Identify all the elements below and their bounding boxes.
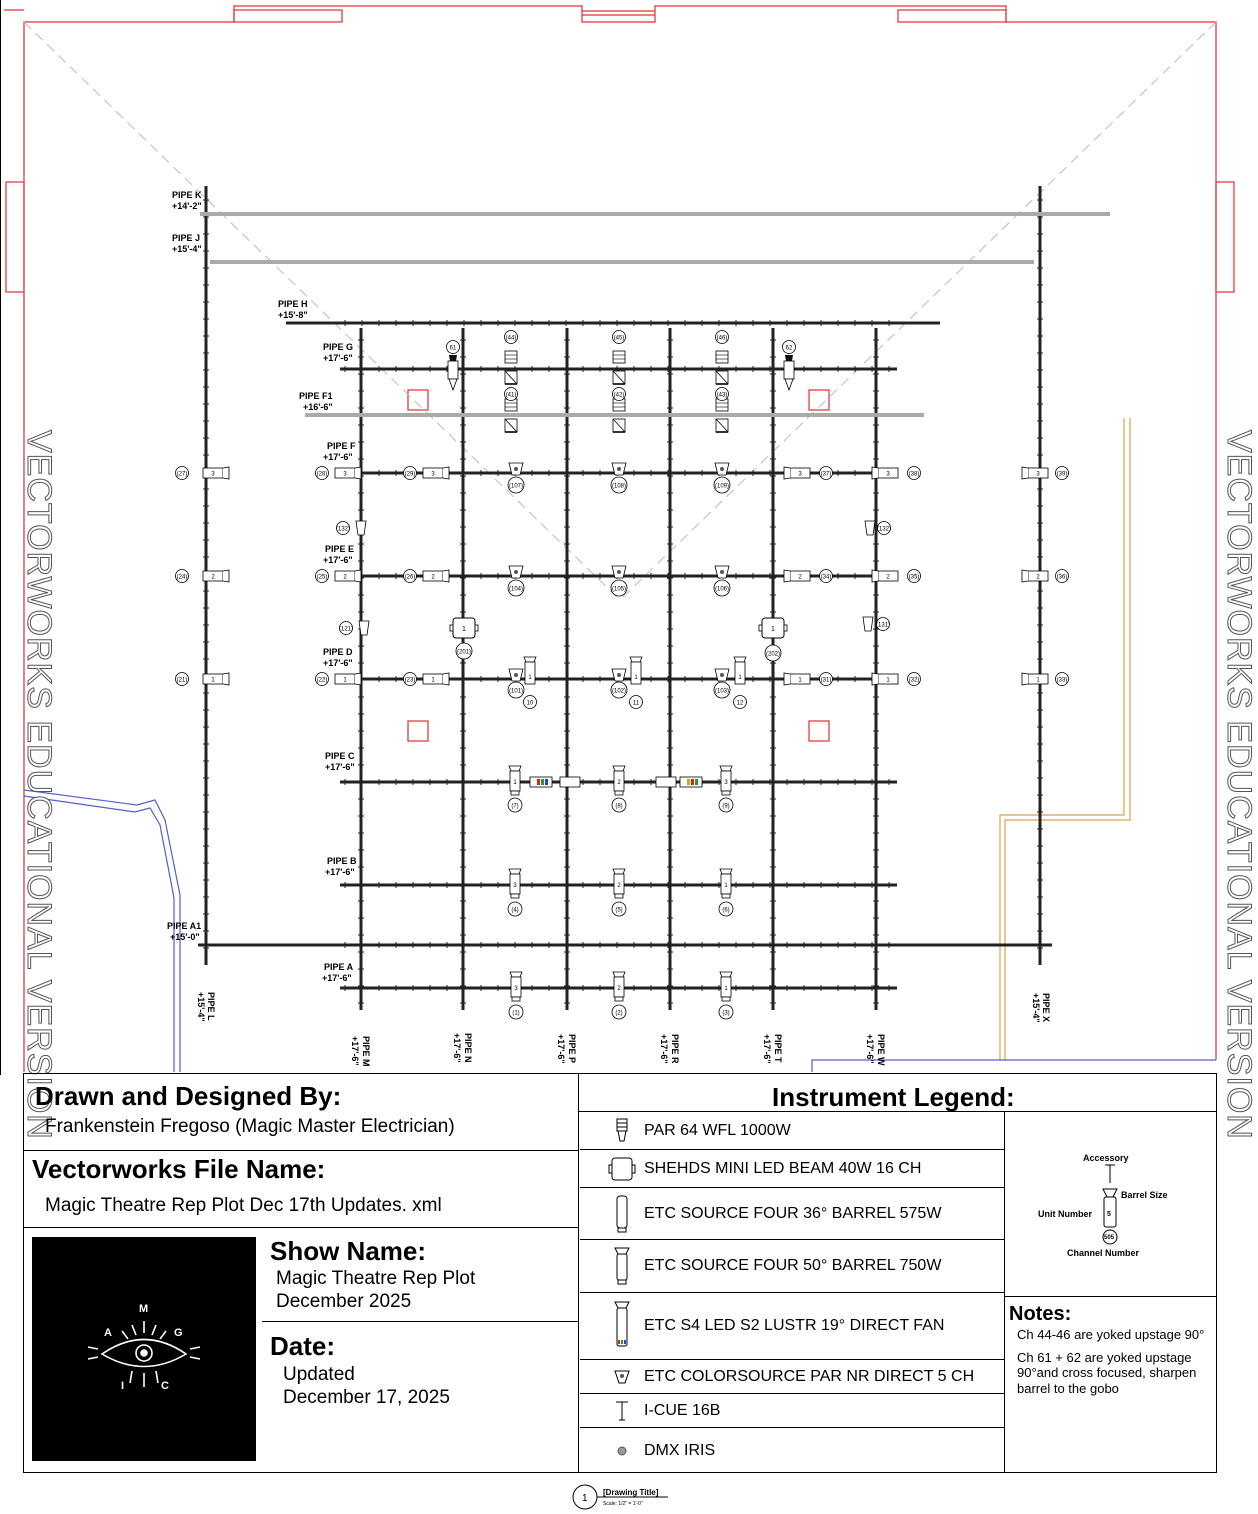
svg-text:3: 3 bbox=[1036, 471, 1040, 478]
pipe-trim-l: +15'-4" bbox=[196, 992, 206, 1022]
pipe-label-f1: PIPE F1 bbox=[299, 391, 333, 401]
svg-text:(46): (46) bbox=[716, 335, 728, 342]
svg-text:2: 2 bbox=[886, 574, 890, 581]
svg-text:(33): (33) bbox=[1056, 677, 1068, 684]
left-divider-3 bbox=[262, 1321, 578, 1322]
channel-g-2 bbox=[613, 331, 626, 344]
pipe-label-f: PIPE F bbox=[327, 441, 356, 451]
svg-text:(106): (106) bbox=[714, 586, 730, 593]
drawn-value: Frankenstein Fregoso (Magic Master Electrician) bbox=[45, 1116, 455, 1137]
instrument-d-left-3 bbox=[423, 673, 449, 685]
instrument-boom-3 bbox=[865, 521, 875, 535]
channel-d-center-3 bbox=[714, 682, 730, 698]
pipe-label-t: PIPE T bbox=[773, 1034, 783, 1063]
drawing-title-text: [Drawing Title] bbox=[603, 1488, 659, 1497]
magic-logo bbox=[32, 1237, 256, 1461]
pipe-label-r: PIPE R bbox=[670, 1034, 680, 1064]
instrument-c-1 bbox=[509, 766, 521, 795]
instrument-d-lustr-2 bbox=[630, 657, 642, 684]
svg-text:1: 1 bbox=[513, 780, 517, 786]
pipe-trim-r: +17'-6" bbox=[659, 1034, 669, 1064]
channel-f1-1 bbox=[505, 388, 518, 401]
svg-text:(42): (42) bbox=[613, 392, 625, 399]
instrument-e-right-2 bbox=[872, 570, 898, 582]
svg-text:(201): (201) bbox=[456, 649, 472, 656]
source-four-50-icon bbox=[604, 1240, 640, 1292]
instrument-d-lustr-1 bbox=[524, 657, 536, 684]
pipe-trim-w: +17'-6" bbox=[865, 1034, 875, 1064]
legend-item-label: ETC SOURCE FOUR 36° BARREL 575W bbox=[644, 1204, 942, 1222]
instrument-boom-1 bbox=[356, 521, 366, 535]
svg-text:10: 10 bbox=[526, 700, 534, 707]
svg-text:(102): (102) bbox=[611, 688, 627, 695]
vertical-pipe-labels bbox=[196, 992, 1051, 1067]
instrument-f-left-3 bbox=[423, 467, 449, 479]
instrument-e-left-3 bbox=[423, 570, 449, 582]
instrument-e-left-1 bbox=[203, 570, 229, 582]
svg-text:2: 2 bbox=[343, 574, 347, 581]
notes-heading: Notes: bbox=[1009, 1303, 1072, 1325]
legend-item bbox=[580, 1428, 1004, 1473]
show-heading: Show Name: bbox=[270, 1236, 427, 1266]
channel-b-1 bbox=[508, 902, 522, 916]
pipe-labels bbox=[167, 190, 357, 983]
svg-text:2: 2 bbox=[617, 883, 621, 889]
instrument-d-right-3 bbox=[1022, 673, 1048, 685]
pipe-trim-b: +17'-6" bbox=[325, 867, 355, 877]
svg-text:1: 1 bbox=[1036, 677, 1040, 684]
channel-d-lustr-2 bbox=[630, 696, 643, 709]
watermark-right: VECTORWORKS EDUCATIONAL VERSION bbox=[1220, 430, 1258, 1140]
channel-boom-3 bbox=[877, 522, 891, 535]
channel-e-center-1 bbox=[508, 580, 524, 596]
channel-e-center-2 bbox=[611, 580, 627, 596]
channel-d-right-1 bbox=[820, 673, 833, 686]
channel-boom-4 bbox=[876, 618, 890, 631]
channel-201 bbox=[456, 643, 472, 659]
instrument-b-2 bbox=[613, 869, 625, 898]
legend-item bbox=[580, 1360, 1004, 1394]
svg-text:(103): (103) bbox=[714, 688, 730, 695]
svg-text:1: 1 bbox=[798, 677, 802, 684]
channel-b-2 bbox=[612, 902, 626, 916]
svg-text:(104): (104) bbox=[508, 586, 524, 593]
legend-item bbox=[580, 1112, 1004, 1150]
instrument-d-right-1 bbox=[784, 673, 810, 685]
pipe-trim-c: +17'-6" bbox=[325, 762, 355, 772]
channel-61 bbox=[447, 341, 460, 354]
pipe-label-l: PIPE L bbox=[206, 992, 216, 1021]
channel-f-center-2 bbox=[611, 477, 627, 493]
logo-letter-m: M bbox=[139, 1303, 149, 1315]
instrument-e-left-2 bbox=[335, 570, 361, 582]
note-2-line1: Ch 61 + 62 are yoked upstage bbox=[1017, 1350, 1192, 1365]
legend-item bbox=[580, 1150, 1004, 1188]
svg-text:(26): (26) bbox=[404, 574, 416, 581]
drawn-heading: Drawn and Designed By: bbox=[35, 1081, 342, 1111]
channel-e-left-3 bbox=[404, 570, 417, 583]
channel-f-left-3 bbox=[404, 467, 417, 480]
source-four-36-icon bbox=[604, 1188, 640, 1239]
svg-text:1: 1 bbox=[724, 883, 728, 889]
svg-text:1: 1 bbox=[738, 675, 742, 681]
channel-d-center-2 bbox=[611, 682, 627, 698]
svg-text:(108): (108) bbox=[611, 483, 627, 490]
svg-text:(4): (4) bbox=[511, 907, 519, 914]
svg-text:(34): (34) bbox=[820, 574, 832, 581]
pipe-label-h: PIPE H bbox=[278, 299, 308, 309]
channel-a-1 bbox=[509, 1005, 523, 1019]
pipe-label-c: PIPE C bbox=[325, 751, 355, 761]
svg-text:(132): (132) bbox=[335, 526, 351, 533]
instrument-d-left-1 bbox=[203, 673, 229, 685]
svg-text:(31): (31) bbox=[820, 677, 832, 684]
svg-text:1: 1 bbox=[634, 675, 638, 681]
eye-logo-icon bbox=[32, 1237, 256, 1461]
svg-text:2: 2 bbox=[617, 780, 621, 786]
instrument-e-right-1 bbox=[784, 570, 810, 582]
legend-item-label: ETC SOURCE FOUR 50° BARREL 750W bbox=[644, 1257, 942, 1274]
legend-item bbox=[580, 1240, 1004, 1293]
svg-text:1: 1 bbox=[343, 677, 347, 684]
pipe-label-a1: PIPE A1 bbox=[167, 921, 202, 931]
pipe-label-w: PIPE W bbox=[876, 1034, 886, 1066]
svg-text:2: 2 bbox=[798, 574, 802, 581]
svg-text:1: 1 bbox=[431, 677, 435, 684]
led-beam-icon bbox=[604, 1150, 640, 1187]
svg-text:62: 62 bbox=[785, 345, 793, 352]
par64-icon bbox=[604, 1112, 640, 1149]
colorsource-par-icon bbox=[604, 1360, 640, 1393]
svg-text:3: 3 bbox=[886, 471, 890, 478]
legend-item-label: SHEHDS MINI LED BEAM 40W 16 CH bbox=[644, 1159, 922, 1177]
svg-text:2: 2 bbox=[211, 574, 215, 581]
instruments bbox=[176, 331, 1069, 1023]
pipe-trim-k: +14'-2" bbox=[172, 201, 202, 211]
file-heading: Vectorworks File Name: bbox=[32, 1154, 326, 1184]
pipe-trim-m: +17'-6" bbox=[350, 1036, 360, 1066]
key-channel-value: 505 bbox=[1104, 1235, 1115, 1241]
svg-text:2: 2 bbox=[431, 574, 435, 581]
instrument-c-2 bbox=[613, 766, 625, 795]
instrument-d-left-2 bbox=[335, 673, 361, 685]
instrument-f-right-1 bbox=[784, 467, 810, 479]
svg-text:2: 2 bbox=[617, 986, 621, 992]
pipe-trim-a: +17'-6" bbox=[322, 973, 352, 983]
legend-item-label: PAR 64 WFL 1000W bbox=[644, 1121, 791, 1139]
key-barrel: Barrel Size bbox=[1121, 1190, 1168, 1200]
svg-text:3: 3 bbox=[514, 986, 518, 992]
svg-text:(101): (101) bbox=[508, 688, 524, 695]
key-unit: Unit Number bbox=[1038, 1209, 1092, 1219]
note-2-line2: 90°and cross focused, sharpen bbox=[1017, 1365, 1197, 1380]
date-line1: Updated bbox=[283, 1364, 355, 1385]
svg-text:1: 1 bbox=[528, 675, 532, 681]
svg-text:(38): (38) bbox=[908, 471, 920, 478]
pipe-label-p: PIPE P bbox=[567, 1034, 577, 1064]
channel-boom-1 bbox=[336, 522, 350, 535]
svg-text:(24): (24) bbox=[176, 574, 188, 581]
logo-letter-i: I bbox=[121, 1380, 125, 1392]
svg-text:12: 12 bbox=[736, 700, 744, 707]
drawing-title bbox=[568, 1484, 708, 1514]
instrument-e-right-3 bbox=[1022, 570, 1048, 582]
grid-pipes-light bbox=[200, 214, 1110, 415]
svg-text:(6): (6) bbox=[722, 907, 730, 914]
dmx-iris-icon bbox=[604, 1428, 640, 1473]
svg-text:11: 11 bbox=[632, 700, 640, 707]
title-block-divider bbox=[578, 1073, 579, 1473]
svg-text:61: 61 bbox=[449, 345, 457, 352]
instrument-a-3 bbox=[720, 972, 732, 1001]
pipe-trim-f: +17'-6" bbox=[323, 452, 353, 462]
svg-text:3: 3 bbox=[724, 780, 728, 786]
pipe-label-e: PIPE E bbox=[325, 544, 355, 554]
svg-text:(105): (105) bbox=[611, 586, 627, 593]
svg-text:(22): (22) bbox=[316, 677, 328, 684]
svg-text:(2): (2) bbox=[615, 1010, 623, 1017]
svg-text:(132): (132) bbox=[876, 526, 892, 533]
channel-e-right-1 bbox=[820, 570, 833, 583]
date-line2: December 17, 2025 bbox=[283, 1387, 450, 1408]
channel-a-2 bbox=[612, 1005, 626, 1019]
channel-e-left-1 bbox=[176, 570, 189, 583]
pipe-trim-t: +17'-6" bbox=[762, 1034, 772, 1064]
pipe-label-m: PIPE M bbox=[361, 1036, 371, 1067]
legend-item-label: ETC S4 LED S2 LUSTR 19° DIRECT FAN bbox=[644, 1317, 945, 1334]
channel-g-3 bbox=[716, 331, 729, 344]
pipe-trim-p: +17'-6" bbox=[556, 1034, 566, 1064]
svg-text:(41): (41) bbox=[505, 392, 517, 399]
key-accessory: Accessory bbox=[1083, 1153, 1129, 1163]
svg-text:(5): (5) bbox=[615, 907, 623, 914]
legend-item-label: ETC COLORSOURCE PAR NR DIRECT 5 CH bbox=[644, 1367, 975, 1385]
legend-heading: Instrument Legend: bbox=[772, 1082, 1015, 1112]
legend-key-diagram bbox=[1005, 1113, 1217, 1293]
legend-item-label: I-CUE 16B bbox=[644, 1401, 721, 1419]
svg-text:(44): (44) bbox=[505, 335, 517, 342]
channel-f-left-1 bbox=[176, 467, 189, 480]
svg-text:(37): (37) bbox=[820, 471, 832, 478]
pipe-label-k: PIPE K bbox=[172, 190, 202, 200]
instrument-b-1 bbox=[509, 869, 521, 898]
svg-text:(9): (9) bbox=[722, 803, 730, 810]
drawing-scale: Scale: 1/2" = 1'-0" bbox=[603, 1501, 643, 1507]
svg-text:3: 3 bbox=[513, 883, 517, 889]
pipe-trim-f1: +16'-6" bbox=[303, 402, 333, 412]
svg-text:(36): (36) bbox=[1056, 574, 1068, 581]
svg-text:1: 1 bbox=[211, 677, 215, 684]
channel-d-lustr-3 bbox=[734, 696, 747, 709]
pipe-label-j: PIPE J bbox=[172, 233, 201, 243]
pipe-trim-e: +17'-6" bbox=[323, 555, 353, 565]
instrument-a-2 bbox=[613, 972, 625, 1001]
svg-text:(109): (109) bbox=[714, 483, 730, 490]
svg-text:(7): (7) bbox=[511, 803, 519, 810]
instrument-b-3 bbox=[720, 869, 732, 898]
channel-f1-3 bbox=[716, 388, 729, 401]
channel-f1-2 bbox=[613, 388, 626, 401]
channel-d-left-1 bbox=[176, 673, 189, 686]
svg-text:3: 3 bbox=[431, 471, 435, 478]
drawing-number: 1 bbox=[582, 1493, 588, 1504]
svg-text:(35): (35) bbox=[908, 574, 920, 581]
left-divider-2 bbox=[23, 1227, 578, 1228]
channel-f-right-2 bbox=[908, 467, 921, 480]
instrument-boom-2 bbox=[359, 621, 369, 635]
show-line1: Magic Theatre Rep Plot bbox=[276, 1268, 476, 1289]
instrument-beam-201 bbox=[450, 618, 478, 638]
instrument-boom-4 bbox=[863, 617, 873, 631]
pipe-trim-j: +15'-4" bbox=[172, 244, 202, 254]
svg-text:(202): (202) bbox=[765, 651, 781, 658]
key-channel: Channel Number bbox=[1067, 1248, 1140, 1258]
svg-text:(23): (23) bbox=[404, 677, 416, 684]
svg-text:1: 1 bbox=[462, 626, 466, 633]
channel-b-3 bbox=[719, 902, 733, 916]
channel-f-center-3 bbox=[714, 477, 730, 493]
note-2-line3: barrel to the gobo bbox=[1017, 1381, 1119, 1396]
legend-item bbox=[580, 1188, 1004, 1240]
file-value: Magic Theatre Rep Plot Dec 17th Updates. xml bbox=[45, 1195, 442, 1216]
svg-text:(21): (21) bbox=[176, 677, 188, 684]
channel-g-1 bbox=[505, 331, 518, 344]
pipe-label-g: PIPE G bbox=[323, 342, 354, 352]
svg-text:(28): (28) bbox=[316, 471, 328, 478]
key-unit-value: 5 bbox=[1107, 1211, 1111, 1218]
channel-d-left-2 bbox=[316, 673, 329, 686]
channel-e-right-3 bbox=[1056, 570, 1069, 583]
pipe-trim-a1: +15'-0" bbox=[170, 932, 200, 942]
pipe-label-a: PIPE A bbox=[324, 962, 354, 972]
grid-pipes bbox=[198, 186, 1052, 1010]
logo-letter-g: G bbox=[174, 1327, 183, 1339]
svg-text:(107): (107) bbox=[508, 483, 524, 490]
channel-c-1 bbox=[508, 798, 522, 812]
logo-letter-a: A bbox=[104, 1327, 112, 1339]
instrument-g-61 bbox=[448, 355, 458, 390]
svg-text:(39): (39) bbox=[1056, 471, 1068, 478]
instrument-beam-202 bbox=[759, 618, 787, 638]
svg-text:(25): (25) bbox=[316, 574, 328, 581]
svg-text:(1): (1) bbox=[512, 1010, 520, 1017]
pipe-trim-n: +17'-6" bbox=[452, 1033, 462, 1063]
svg-text:1: 1 bbox=[724, 986, 728, 992]
legend-item bbox=[580, 1394, 1004, 1428]
pipe-label-d: PIPE D bbox=[323, 647, 353, 657]
svg-text:(27): (27) bbox=[176, 471, 188, 478]
notes-divider bbox=[1004, 1296, 1217, 1297]
legend-item bbox=[580, 1293, 1004, 1360]
svg-text:3: 3 bbox=[798, 471, 802, 478]
channel-e-right-2 bbox=[908, 570, 921, 583]
pipe-trim-h: +15'-8" bbox=[278, 310, 308, 320]
show-line2: December 2025 bbox=[276, 1291, 412, 1312]
channel-d-right-3 bbox=[1056, 673, 1069, 686]
svg-text:(3): (3) bbox=[722, 1010, 730, 1017]
legend-item-label: DMX IRIS bbox=[644, 1441, 716, 1459]
svg-text:3: 3 bbox=[211, 471, 215, 478]
svg-text:(121): (121) bbox=[338, 626, 354, 633]
channel-f-center-1 bbox=[508, 477, 524, 493]
channel-c-3 bbox=[719, 798, 733, 812]
channel-c-2 bbox=[612, 798, 626, 812]
pipe-label-x: PIPE X bbox=[1041, 993, 1051, 1023]
channel-f-right-1 bbox=[820, 467, 833, 480]
svg-text:3: 3 bbox=[343, 471, 347, 478]
date-heading: Date: bbox=[270, 1331, 336, 1361]
instrument-f-right-2 bbox=[872, 467, 898, 479]
svg-text:(8): (8) bbox=[615, 803, 623, 810]
instrument-f-right-3 bbox=[1022, 467, 1048, 479]
instrument-g-62 bbox=[784, 355, 794, 390]
pipe-label-n: PIPE N bbox=[463, 1033, 473, 1063]
pipe-trim-g: +17'-6" bbox=[323, 353, 353, 363]
channel-boom-2 bbox=[339, 622, 353, 635]
svg-text:1: 1 bbox=[886, 677, 890, 684]
instrument-f-left-2 bbox=[335, 467, 361, 479]
svg-text:(43): (43) bbox=[716, 392, 728, 399]
pipe-label-b: PIPE B bbox=[327, 856, 357, 866]
pipe-trim-d: +17'-6" bbox=[323, 658, 353, 668]
channel-d-lustr-1 bbox=[524, 696, 537, 709]
channel-e-center-3 bbox=[714, 580, 730, 596]
svg-text:(45): (45) bbox=[613, 335, 625, 342]
note-1: Ch 44-46 are yoked upstage 90° bbox=[1017, 1327, 1205, 1342]
venue-diagonals bbox=[24, 22, 1216, 600]
pipe-trim-x: +15'-4" bbox=[1031, 993, 1041, 1023]
channel-202 bbox=[765, 645, 781, 661]
lustr-icon bbox=[604, 1293, 640, 1359]
instrument-d-right-2 bbox=[872, 673, 898, 685]
channel-d-right-2 bbox=[908, 673, 921, 686]
watermark-left: VECTORWORKS EDUCATIONAL VERSION bbox=[20, 430, 58, 1140]
channel-e-left-2 bbox=[316, 570, 329, 583]
instrument-d-lustr-3 bbox=[734, 657, 746, 684]
svg-text:2: 2 bbox=[1036, 574, 1040, 581]
svg-text:(131): (131) bbox=[875, 622, 891, 629]
channel-d-center-1 bbox=[508, 682, 524, 698]
logo-letter-c: C bbox=[161, 1380, 169, 1392]
instrument-f-left-1 bbox=[203, 467, 229, 479]
channel-d-left-3 bbox=[404, 673, 417, 686]
svg-text:(29): (29) bbox=[404, 471, 416, 478]
icue-icon bbox=[604, 1394, 640, 1427]
instrument-a-1 bbox=[510, 972, 522, 1001]
channel-f-left-2 bbox=[316, 467, 329, 480]
svg-text:1: 1 bbox=[771, 626, 775, 633]
channel-f-right-3 bbox=[1056, 467, 1069, 480]
left-divider-1 bbox=[23, 1150, 578, 1151]
channel-a-3 bbox=[719, 1005, 733, 1019]
svg-text:(32): (32) bbox=[908, 677, 920, 684]
instrument-c-3 bbox=[720, 766, 732, 795]
channel-62 bbox=[783, 341, 796, 354]
